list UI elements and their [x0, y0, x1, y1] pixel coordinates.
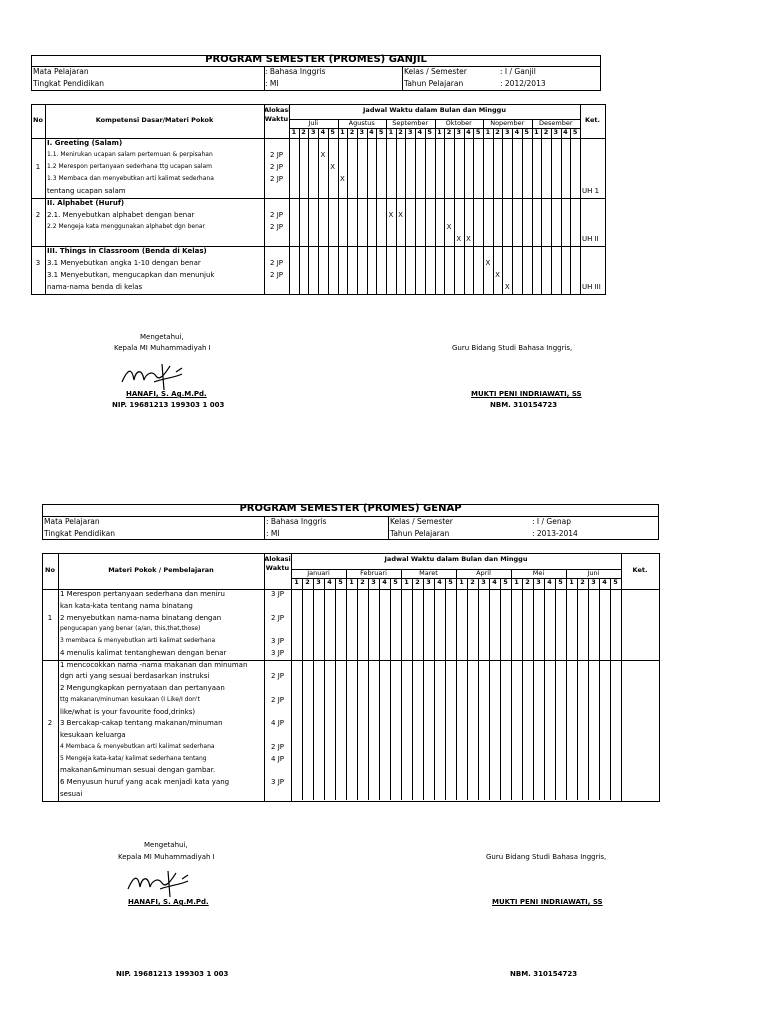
- header-week-number: 2: [305, 578, 310, 587]
- header-week-number: 2: [446, 127, 452, 136]
- header-week-number: 5: [572, 127, 578, 136]
- divider: [435, 119, 436, 294]
- header-month: Januari: [307, 569, 330, 578]
- divider: [402, 66, 403, 91]
- divider: [566, 569, 567, 800]
- header-week-number: 3: [371, 578, 376, 587]
- ganjil-tingkat-label: Tingkat Pendidikan: [33, 79, 104, 88]
- schedule-mark: X: [504, 283, 510, 291]
- schedule-mark: X: [446, 223, 452, 231]
- header-jadwal: Jadwal Waktu dalam Bulan dan Minggu: [384, 555, 528, 563]
- row-text: kan kata-kata tentang nama binatang: [60, 601, 193, 610]
- header-week-number: 4: [514, 127, 520, 136]
- header-week-number: 5: [613, 578, 618, 587]
- divider: [561, 128, 562, 294]
- ganjil-kepala-nip: NIP. 19681213 199303 1 003: [112, 401, 225, 409]
- row-text: like/what is your favourite food,drinks): [60, 707, 196, 716]
- row-text: 4 Membaca & menyebutkan arti kalimat sederhana: [60, 742, 215, 750]
- row-alokasi: 2 JP: [270, 271, 283, 279]
- genap-title: PROGRAM SEMESTER (PROMES) GENAP: [239, 503, 462, 514]
- row-number: 1: [35, 163, 41, 171]
- divider: [347, 128, 348, 294]
- divider: [588, 578, 589, 800]
- genap-tingkat-label: Tingkat Pendidikan: [44, 529, 115, 538]
- schedule-mark: X: [320, 151, 326, 159]
- schedule-mark: X: [330, 163, 336, 171]
- divider: [621, 553, 622, 801]
- header-month: Juli: [308, 119, 319, 128]
- ganjil-kelas-label: Kelas / Semester: [404, 67, 467, 76]
- header-waktu: Waktu: [265, 564, 290, 572]
- header-month: Oktober: [445, 119, 472, 128]
- genap-guru-name: MUKTI PENI INDRIAWATI, SS: [492, 898, 603, 906]
- header-week-number: 1: [340, 127, 345, 136]
- header-week-number: 4: [382, 578, 387, 587]
- divider: [412, 578, 413, 800]
- row-text: 3 membaca & menyebutkan arti kalimat sederhana: [60, 637, 216, 644]
- header-jadwal: Jadwal Waktu dalam Bulan dan Minggu: [363, 106, 506, 114]
- header-week-number: 1: [514, 578, 519, 587]
- header-week-number: 1: [569, 578, 574, 587]
- row-text: II. Alphabet (Huruf): [47, 199, 125, 207]
- genap-mapel-value: : Bahasa Inggris: [266, 517, 327, 526]
- divider: [415, 128, 416, 294]
- divider: [500, 578, 501, 800]
- schedule-mark: X: [485, 259, 491, 267]
- row-alokasi: 4 JP: [271, 754, 284, 763]
- row-alokasi: 2 JP: [270, 259, 283, 267]
- row-text: 2.1. Menyebutkan alphabet dengan benar: [47, 211, 195, 219]
- header-month: Desember: [538, 119, 573, 128]
- header-week-number: 5: [427, 127, 432, 136]
- row-alokasi: 3 JP: [271, 648, 284, 657]
- row-alokasi: 2 JP: [271, 613, 284, 622]
- header-week-number: 3: [553, 127, 558, 136]
- header-month: September: [392, 119, 429, 128]
- divider: [299, 128, 300, 294]
- row-alokasi: 4 JP: [271, 719, 284, 728]
- divider: [512, 128, 513, 294]
- header-ket: Ket.: [585, 116, 600, 124]
- divider: [456, 569, 457, 800]
- header-month: April: [476, 569, 491, 578]
- schedule-mark: X: [495, 271, 500, 279]
- divider: [599, 578, 600, 800]
- row-text: ttg makanan/minuman kesukaan (I Like/I don't: [60, 695, 200, 703]
- divider: [423, 578, 424, 800]
- divider: [425, 128, 426, 294]
- row-text: 1 Merespon pertanyaan sederhana dan meniru: [60, 590, 225, 598]
- row-text: 1 mencocokkan nama -nama makanan dan minuman: [60, 660, 248, 669]
- row-alokasi: 2 JP: [270, 211, 283, 219]
- header-week-number: 5: [558, 578, 563, 587]
- row-text: 4 menulis kalimat tentanghewan dengan benar: [60, 648, 227, 657]
- row-ket: UH III: [582, 283, 601, 291]
- ganjil-guru-name: MUKTI PENI INDRIAWATI, SS: [471, 390, 582, 398]
- row-text: 1.3 Membaca dan menyebutkan arti kalimat sederhana: [47, 175, 214, 182]
- header-week-number: 5: [393, 578, 398, 587]
- schedule-mark: X: [456, 235, 462, 243]
- divider: [533, 578, 534, 800]
- ganjil-tingkat-value: : MI: [265, 79, 279, 88]
- row-text: III. Things in Classroom (Benda di Kelas): [47, 247, 207, 255]
- row-text: I. Greeting (Salam): [47, 139, 123, 147]
- row-ket: UH II: [582, 235, 599, 243]
- header-week-number: 4: [466, 127, 471, 136]
- header-week-number: 2: [360, 578, 365, 587]
- divider: [379, 578, 380, 800]
- header-week-number: 3: [310, 127, 316, 136]
- row-alokasi: 3 JP: [271, 778, 284, 786]
- header-week-number: 1: [388, 127, 394, 136]
- header-waktu: Waktu: [264, 115, 289, 123]
- genap-kepala-nip: NIP. 19681213 199303 1 003: [116, 970, 229, 978]
- header-month: Agustus: [348, 119, 375, 128]
- genap-kelas-label: Kelas / Semester: [390, 517, 453, 526]
- header-week-number: 1: [291, 127, 297, 136]
- schedule-mark: X: [398, 211, 403, 219]
- divider: [313, 578, 314, 800]
- divider: [434, 578, 435, 800]
- divider: [346, 569, 347, 800]
- header-week-number: 3: [316, 578, 321, 587]
- header-week-number: 5: [378, 127, 384, 136]
- row-text: sesuai: [60, 789, 83, 798]
- row-number: 1: [47, 613, 53, 622]
- divider: [444, 128, 445, 294]
- divider: [555, 578, 556, 800]
- schedule-mark: X: [339, 175, 345, 183]
- row-alokasi: 3 JP: [271, 590, 284, 598]
- divider: [483, 119, 484, 294]
- header-week-number: 4: [369, 127, 374, 136]
- ganjil-mengetahui: Mengetahui,: [140, 333, 184, 341]
- divider: [610, 578, 611, 800]
- ganjil-title: PROGRAM SEMESTER (PROMES) GANJIL: [205, 54, 427, 65]
- row-alokasi: 2 JP: [271, 695, 284, 704]
- row-number: 2: [35, 211, 41, 219]
- header-week-number: 3: [359, 127, 364, 136]
- genap-tingkat-value: : MI: [266, 529, 280, 538]
- divider: [357, 128, 358, 294]
- divider: [386, 119, 387, 294]
- row-text: 3 Bercakap-cakap tentang makanan/minuman: [60, 719, 223, 728]
- divider: [544, 578, 545, 800]
- header-ket: Ket.: [632, 566, 648, 574]
- row-text: makanan&minuman sesuai dengan gambar.: [60, 766, 216, 775]
- header-week-number: 1: [294, 578, 299, 587]
- schedule-mark: X: [388, 211, 394, 219]
- header-week-number: 4: [437, 578, 442, 587]
- header-week-number: 5: [524, 127, 529, 136]
- ganjil-guru-title: Guru Bidang Studi Bahasa Inggris,: [452, 344, 573, 352]
- divider: [388, 516, 389, 540]
- schedule-mark: X: [466, 235, 471, 243]
- header-week-number: 5: [338, 578, 343, 587]
- row-number: 2: [47, 719, 53, 728]
- header-week-number: 3: [536, 578, 541, 587]
- genap-kepala-title: Kepala MI Muhammadiyah I: [118, 853, 215, 861]
- row-alokasi: 2 JP: [271, 742, 284, 751]
- genap-mengetahui: Mengetahui,: [144, 841, 188, 849]
- row-alokasi: 2 JP: [270, 175, 283, 183]
- divider: [324, 578, 325, 800]
- divider: [502, 128, 503, 294]
- header-week-number: 2: [349, 127, 355, 136]
- divider: [493, 128, 494, 294]
- header-week-number: 4: [320, 127, 326, 136]
- ganjil-kelas-value: : I / Ganjil: [500, 67, 536, 76]
- header-month: Maret: [419, 569, 438, 578]
- divider: [541, 128, 542, 294]
- genap-guru-nbm: NBM. 310154723: [510, 970, 578, 978]
- header-month: Nopember: [490, 119, 525, 128]
- header-kompetensi: Materi Pokok / Pembelajaran: [108, 566, 214, 574]
- header-alokasi: Alokasi: [264, 555, 291, 563]
- header-week-number: 3: [426, 578, 431, 587]
- header-week-number: 3: [504, 127, 510, 136]
- ganjil-mapel-label: Mata Pelajaran: [33, 67, 89, 76]
- header-month: Februari: [360, 569, 387, 578]
- header-week-number: 3: [481, 578, 486, 587]
- divider: [308, 128, 309, 294]
- divider: [58, 553, 59, 801]
- divider: [489, 578, 490, 800]
- header-week-number: 5: [503, 578, 508, 587]
- header-week-number: 2: [525, 578, 530, 587]
- header-week-number: 1: [485, 127, 491, 136]
- genap-kepala-name: HANAFI, S. Ag.M.Pd.: [128, 898, 209, 906]
- ganjil-kepala-title: Kepala MI Muhammadiyah I: [114, 344, 211, 352]
- divider: [454, 128, 455, 294]
- divider: [368, 578, 369, 800]
- header-week-number: 3: [407, 127, 413, 136]
- header-week-number: 1: [404, 578, 409, 587]
- row-alokasi: 2 JP: [270, 223, 283, 231]
- divider: [338, 119, 339, 294]
- header-week-number: 2: [580, 578, 585, 587]
- divider: [328, 128, 329, 294]
- divider: [264, 516, 265, 540]
- ganjil-signature-drawing: [118, 360, 198, 392]
- divider: [467, 578, 468, 800]
- ganjil-kepala-name: HANAFI, S. Ag.M.Pd.: [126, 390, 207, 398]
- genap-tahun-value: : 2013-2014: [532, 529, 578, 538]
- header-week-number: 4: [417, 127, 423, 136]
- genap-mapel-label: Mata Pelajaran: [44, 517, 100, 526]
- divider: [551, 128, 552, 294]
- divider: [367, 128, 368, 294]
- header-week-number: 4: [327, 578, 332, 587]
- divider: [522, 128, 523, 294]
- row-text: tentang ucapan salam: [47, 187, 126, 195]
- header-no: No: [45, 566, 55, 574]
- divider: [335, 578, 336, 800]
- divider: [401, 569, 402, 800]
- genap-signature-drawing: [124, 867, 204, 899]
- header-alokasi: Alokasi: [264, 106, 291, 114]
- header-kompetensi: Kompetensi Dasar/Materi Pokok: [95, 116, 214, 124]
- row-text: nama-nama benda di kelas: [47, 283, 143, 291]
- divider: [405, 128, 406, 294]
- divider: [522, 578, 523, 800]
- row-text: 2 Mengungkapkan pernyataan dan pertanyaan: [60, 684, 225, 692]
- header-week-number: 5: [448, 578, 453, 587]
- row-text: 2 menyebutkan nama-nama binatang dengan: [60, 613, 222, 622]
- divider: [580, 104, 581, 294]
- row-text: 1.2 Merespon pertanyaan sederhana ttg ucapan salam: [47, 163, 213, 170]
- divider: [445, 578, 446, 800]
- divider: [532, 119, 533, 294]
- genap-kelas-value: : I / Genap: [532, 517, 571, 526]
- divider: [357, 578, 358, 800]
- divider: [264, 66, 265, 91]
- header-month: Mei: [532, 569, 545, 578]
- row-text: 6 Menyusun huruf yang acak menjadi kata yang: [60, 778, 230, 786]
- row-text: kesukaan keluarga: [60, 731, 126, 739]
- header-week-number: 2: [301, 127, 306, 136]
- header-week-number: 2: [495, 127, 500, 136]
- ganjil-guru-nbm: NBM. 310154723: [490, 401, 558, 409]
- header-week-number: 4: [492, 578, 497, 587]
- row-alokasi: 2 JP: [271, 672, 284, 681]
- row-alokasi: 2 JP: [270, 151, 283, 159]
- header-week-number: 2: [543, 127, 549, 136]
- header-week-number: 2: [398, 127, 403, 136]
- header-week-number: 1: [349, 578, 354, 587]
- divider: [511, 569, 512, 800]
- row-text: pengucapan yang benar (a/an, this,that,those): [60, 625, 201, 633]
- row-text: 2.2 Mengeja kata menggunakan alphabet dgn benar: [47, 223, 206, 230]
- header-week-number: 5: [475, 127, 481, 136]
- ganjil-tahun-value: : 2012/2013: [500, 79, 546, 88]
- divider: [464, 128, 465, 294]
- divider: [376, 128, 377, 294]
- header-month: Juni: [587, 569, 600, 578]
- header-week-number: 1: [459, 578, 464, 587]
- divider: [478, 578, 479, 800]
- row-text: dgn arti yang sesuai berdasarkan instruksi: [60, 672, 210, 681]
- row-text: 1.1. Menirukan ucapan salam pertemuan & perpisahan: [47, 151, 213, 158]
- row-ket: UH 1: [582, 187, 600, 195]
- row-text: 3.1 Menyebutkan angka 1-10 dengan benar: [47, 259, 201, 267]
- header-week-number: 5: [330, 127, 335, 136]
- ganjil-mapel-value: : Bahasa Inggris: [265, 67, 326, 76]
- header-week-number: 4: [547, 578, 552, 587]
- header-week-number: 1: [437, 127, 442, 136]
- divider: [45, 104, 46, 294]
- row-text: 3.1 Menyebutkan, mengucapkan dan menunjuk: [47, 271, 215, 279]
- header-week-number: 4: [563, 127, 568, 136]
- row-alokasi: 3 JP: [271, 637, 284, 645]
- divider: [577, 578, 578, 800]
- header-week-number: 3: [456, 127, 461, 136]
- divider: [570, 128, 571, 294]
- header-week-number: 2: [470, 578, 475, 587]
- divider: [291, 553, 292, 801]
- header-week-number: 4: [602, 578, 607, 587]
- row-text: 5 Mengeja kata-kata/ kalimat sederhana tentang: [60, 754, 207, 762]
- genap-guru-title: Guru Bidang Studi Bahasa Inggris,: [486, 853, 607, 861]
- divider: [473, 128, 474, 294]
- header-week-number: 2: [415, 578, 420, 587]
- header-week-number: 3: [591, 578, 596, 587]
- divider: [390, 578, 391, 800]
- ganjil-tahun-label: Tahun Pelajaran: [404, 79, 464, 88]
- divider: [302, 578, 303, 800]
- header-week-number: 1: [534, 127, 539, 136]
- row-alokasi: 2 JP: [270, 163, 283, 171]
- genap-tahun-label: Tahun Pelajaran: [390, 529, 450, 538]
- row-number: 3: [35, 259, 41, 267]
- header-no: No: [33, 116, 43, 124]
